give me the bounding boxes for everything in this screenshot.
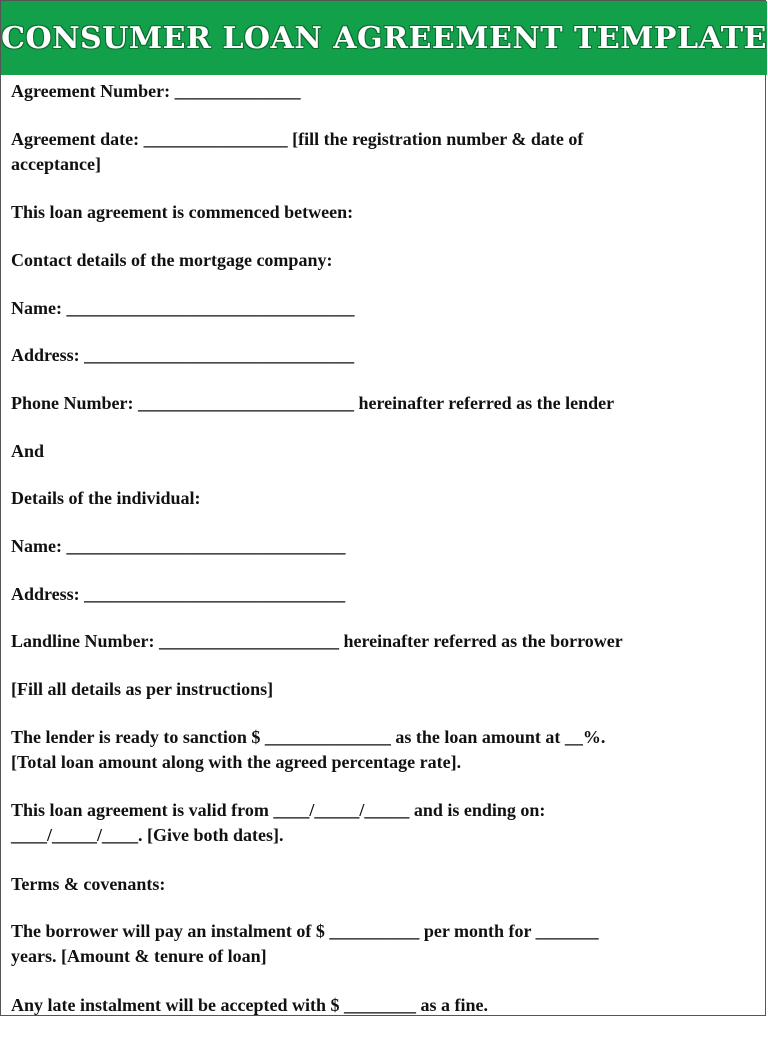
mortgage-company-heading: Contact details of the mortgage company:: [11, 250, 333, 270]
document-title: CONSUMER LOAN AGREEMENT TEMPLATE: [1, 20, 767, 56]
agreement-date-line: Agreement date: ________________ [fill the registration number & date of acceptance]: [11, 129, 584, 174]
instalment-line: The borrower will pay an instalment of $ __________ per month for _______ years. [Amount & tenure of loan]: [11, 921, 599, 966]
individual-heading: Details of the individual:: [11, 488, 201, 508]
lender-phone-line: Phone Number: ________________________ hereinafter referred as the lender: [11, 393, 615, 413]
terms-heading: Terms & covenants:: [11, 874, 166, 894]
commenced-between-line: This loan agreement is commenced between:: [11, 202, 354, 222]
agreement-number-line: Agreement Number: ______________: [11, 81, 301, 101]
lender-name-line: Name: ________________________________: [11, 298, 355, 318]
lender-address-line: Address: ______________________________: [11, 345, 355, 365]
borrower-name-line: Name: _______________________________: [11, 536, 346, 556]
loan-amount-line: The lender is ready to sanction $ ______________ as the loan amount at __%. [Total loan amount along with the agreed percentage rate].: [11, 727, 606, 772]
borrower-address-line: Address: _____________________________: [11, 584, 346, 604]
late-fine-line: Any late instalment will be accepted with $ ________ as a fine.: [11, 995, 488, 1015]
title-banner: [1, 1, 767, 75]
instructions-note: [Fill all details as per instructions]: [11, 679, 274, 699]
borrower-landline-line: Landline Number: ____________________ hereinafter referred as the borrower: [11, 631, 623, 651]
validity-dates-line: This loan agreement is valid from ____/_____/_____ and is ending on: ____/_____/____. [Give both dates].: [11, 800, 546, 845]
and-line: And: [11, 441, 45, 461]
